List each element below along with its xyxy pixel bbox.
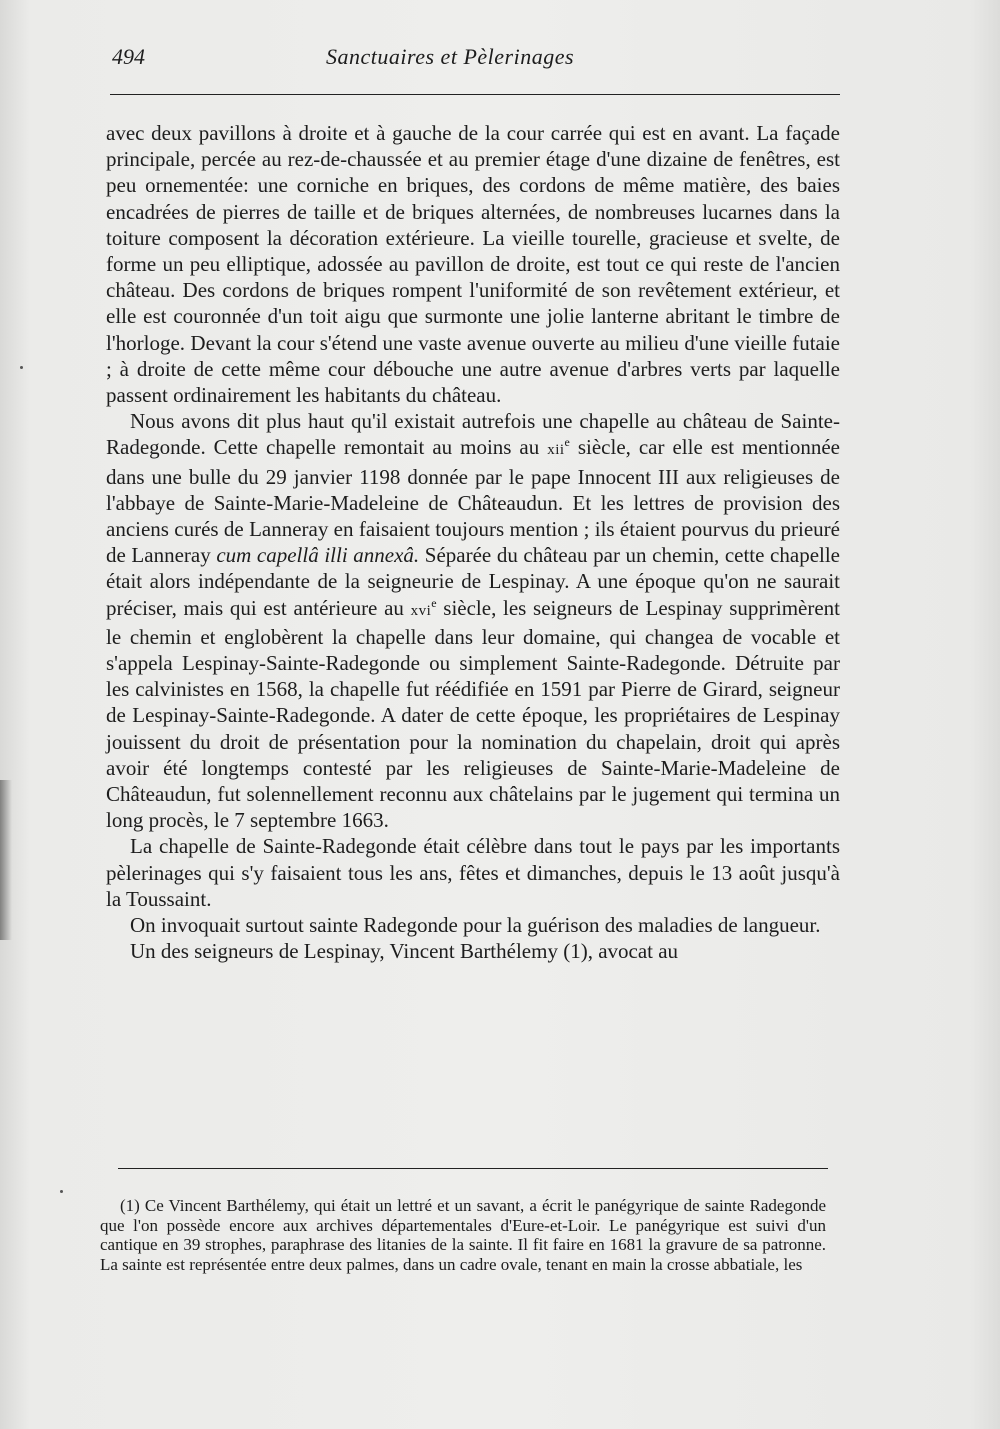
scan-speck <box>60 1190 63 1193</box>
footnote-rule <box>118 1168 828 1169</box>
paragraph-5: Un des seigneurs de Lespinay, Vincent Barthélemy (1), avocat au <box>130 939 679 964</box>
century-numeral-12: xii <box>547 442 565 459</box>
page-number: 494 <box>112 44 145 69</box>
footnote-1: (1) Ce Vincent Barthélemy, qui était un lettré et un savant, a écrit le panégyrique de sainte Radegonde que l'on possède encore aux archives départementales d'Eure-et-Loir. Le panégyrique est suivi d'un cantique en 39 strophes, paraphrase des litanies de la sainte. Il fit faire en 1681 la gravure de sa patronne. La sainte est représentée entre deux palmes, dans un cadre ovale, tenant en main la crosse abbatiale, les <box>100 1196 826 1274</box>
header-rule <box>110 94 840 95</box>
paragraph-1: avec deux pavillons à droite et à gauche de la cour carrée qui est en avant. La façade principale, percée au rez-de-chaussée et au premier étage d'une dizaine de fenêtres, est peu ornementée: une corniche en briques, des cordons de même matière, des baies encadrées de pierres de taille et de briques alternées, de nombreuses lucarnes dans la toiture composent la décoration extérieure. La vieille tourelle, gracieuse et svelte, de forme un peu elliptique, adossée au pavillon de droite, est tout ce qui reste de l'ancien château. Des cordons de briques rompent l'uniformité de son revêtement extérieur, et elle est couronnée d'un toit aigu que surmonte une jolie lanterne abritant le timbre de l'horloge. Devant la cour s'étend une vaste avenue ouverte au milieu d'une vieille futaie ; à droite de cette même cour débouche une autre avenue d'arbres verts par laquelle passent ordinairement les habitants du château. <box>106 121 840 408</box>
paragraph-3: La chapelle de Sainte-Radegonde était célèbre dans tout le pays par les importants pèlerinages qui s'y faisaient tous les ans, fêtes et dimanches, depuis le 13 août jusqu'à la Toussaint. <box>106 834 840 911</box>
page-edge-shadow <box>0 780 12 940</box>
century-numeral-16: xvi <box>410 602 432 619</box>
footnotes <box>100 1196 826 1274</box>
body-text <box>106 120 840 965</box>
scan-speck <box>20 366 23 369</box>
latin-phrase: cum capellâ illi annexâ. <box>216 543 420 568</box>
running-title: Sanctuaires et Pèlerinages <box>326 44 575 69</box>
running-header <box>112 44 838 74</box>
paragraph-4: On invoquait surtout sainte Radegonde pour la guérison des maladies de langueur. <box>130 913 821 938</box>
paragraph-2: Nous avons dit plus haut qu'il existait autrefois une chapelle au château de Sainte-Radegonde. Cette chapelle remontait au moins au xii$^e$ siècle, car elle est mentionnée dans une bulle du 29 janvier 1198 donnée par le pape Innocent III aux religieuses de l'abbaye de Sainte-Marie-Madeleine de Châteaudun. Et les lettres de provision des anciens curés de Lanneray en faisaient toujours mention ; ils étaient pourvus du prieuré de Lanneray cum capellâ illi annexâ. Séparée du château par un chemin, cette chapelle était alors indépendante de la seigneurie de Lespinay. A une époque qu'on ne saurait préciser, mais qui est antérieure au xvi$^e$ siècle, les seigneurs de Lespinay supprimèrent le chemin et englobèrent la chapelle dans leur domaine, qui changea de vocable et s'appela Lespinay-Sainte-Radegonde ou simplement Sainte-Radegonde. Détruite par les calvinistes en 1568, la chapelle fut réédifiée en 1591 par Pierre de Girard, seigneur de Lespinay-Sainte-Radegonde. A dater de cette époque, les propriétaires de Lespinay jouissent du droit de présentation pour la nomination du chapelain, droit qui après avoir été longtemps contesté par les religieuses de Sainte-Marie-Madeleine de Châteaudun, fut solennellement reconnu aux châtelains par le jugement qui termina un long procès, le 7 septembre 1663. <box>106 409 841 833</box>
